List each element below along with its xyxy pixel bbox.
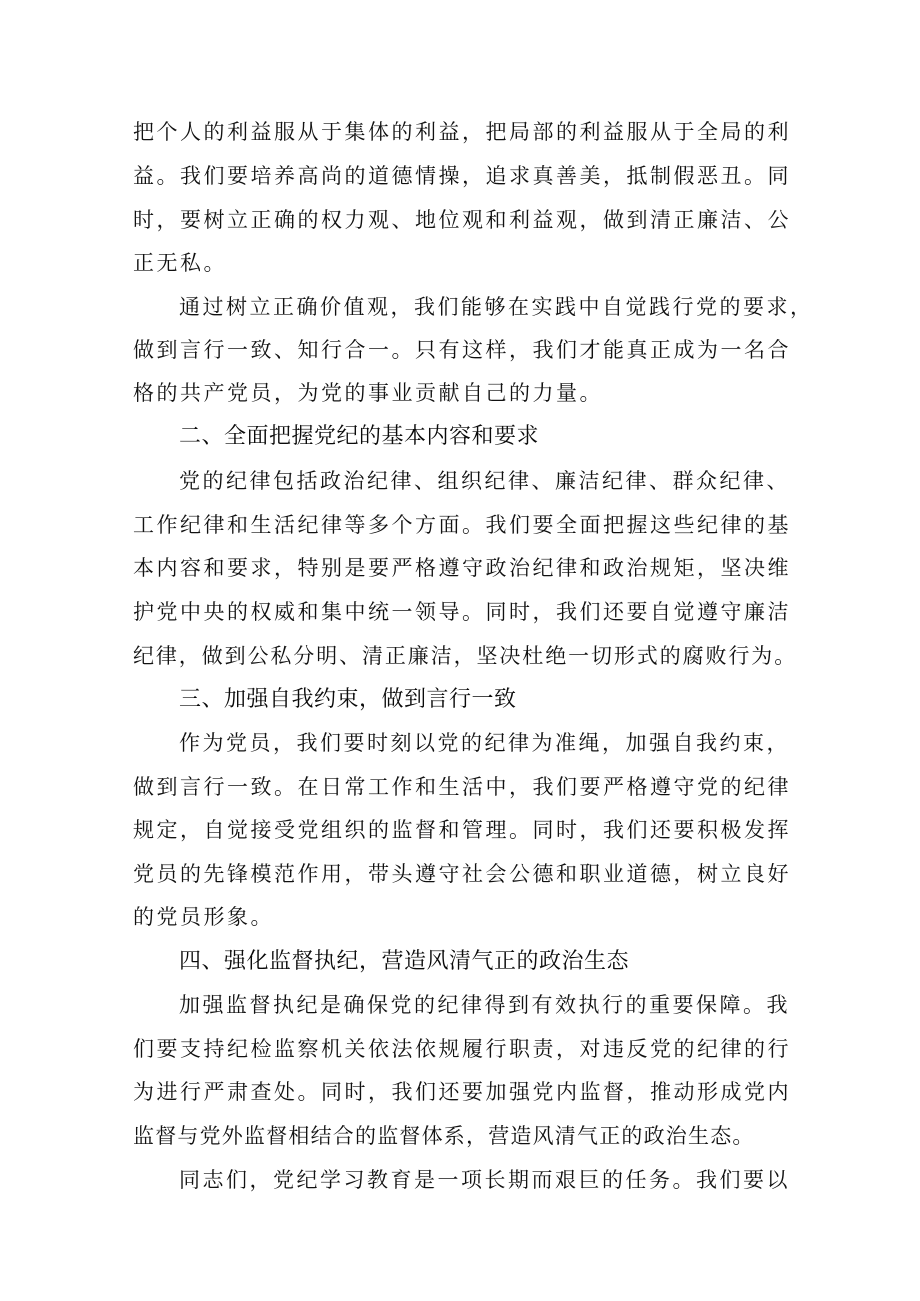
paragraph-line: 正无私。 — [133, 251, 227, 275]
paragraph-line: 党员的先锋模范作用，带头遵守社会公德和职业道德，树立良好 — [133, 862, 791, 886]
paragraph-line: 的党员形象。 — [133, 905, 274, 929]
paragraph-line: 把个人的利益服从于集体的利益，把局部的利益服从于全局的利 — [133, 120, 791, 144]
paragraph-line: 护党中央的权威和集中统一领导。同时，我们还要自觉遵守廉洁 — [133, 600, 791, 624]
paragraph-line: 格的共产党员，为党的事业贡献自己的力量。 — [133, 381, 603, 405]
paragraph-line: 做到言行一致、知行合一。只有这样，我们才能真正成为一名合 — [133, 338, 791, 362]
paragraph-line: 们要支持纪检监察机关依法依规履行职责，对违反党的纪律的行 — [133, 1037, 791, 1061]
paragraph-line: 通过树立正确价值观，我们能够在实践中自觉践行党的要求， — [179, 295, 814, 319]
paragraph-line: 益。我们要培养高尚的道德情操，追求真善美，抵制假恶丑。同 — [133, 164, 791, 188]
paragraph-line: 作为党员，我们要时刻以党的纪律为准绳，加强自我约束， — [179, 731, 790, 755]
paragraph-line: 做到言行一致。在日常工作和生活中，我们要严格遵守党的纪律 — [133, 775, 791, 799]
paragraph-line: 时，要树立正确的权力观、地位观和利益观，做到清正廉洁、公 — [133, 208, 791, 232]
paragraph-line: 本内容和要求，特别是要严格遵守政治纪律和政治规矩，坚决维 — [133, 556, 791, 580]
paragraph-line: 党的纪律包括政治纪律、组织纪律、廉洁纪律、群众纪律、 — [179, 469, 790, 493]
paragraph-line: 工作纪律和生活纪律等多个方面。我们要全面把握这些纪律的基 — [133, 513, 791, 537]
paragraph-line: 监督与党外监督相结合的监督体系，营造风清气正的政治生态。 — [133, 1124, 755, 1148]
paragraph-line: 为进行严肃查处。同时，我们还要加强党内监督，推动形成党内 — [133, 1080, 791, 1104]
paragraph-line: 纪律，做到公私分明、清正廉洁，坚决杜绝一切形式的腐败行为。 — [133, 644, 798, 668]
section-heading: 四、强化监督执纪，营造风清气正的政治生态 — [179, 949, 630, 974]
paragraph-line: 同志们，党纪学习教育是一项长期而艰巨的任务。我们要以 — [179, 1168, 790, 1192]
section-heading: 三、加强自我约束，做到言行一致 — [179, 687, 517, 712]
section-heading: 二、全面把握党纪的基本内容和要求 — [179, 424, 540, 449]
paragraph-line: 规定，自觉接受党组织的监督和管理。同时，我们还要积极发挥 — [133, 818, 791, 842]
paragraph-line: 加强监督执纪是确保党的纪律得到有效执行的重要保障。我 — [179, 993, 790, 1017]
